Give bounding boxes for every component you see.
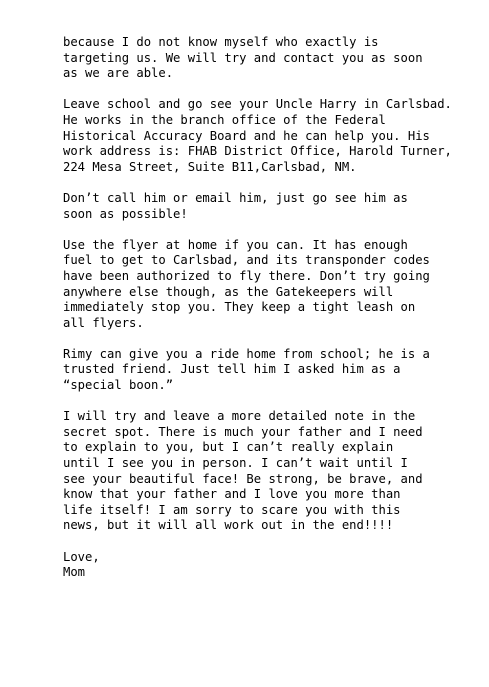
letter-paragraph-intro-continued: because I do not know myself who exactly is targeting us. We will try and contact you as soon as we are able. <box>63 35 423 81</box>
letter-paragraph-detailed-note: I will try and leave a more detailed note in the secret spot. There is much your father and I need to explain to you, but I can’t really explain until I see you in person. I can’t wait until I see your beautiful face! Be strong, be brave, and know that your father and I love you more than life itself! I am sorry to scare you with this news, but it will all work out in the end!!!! <box>63 409 423 533</box>
letter-paragraph-dont-call: Don’t call him or email him, just go see him as soon as possible! <box>63 190 408 221</box>
letter-paragraph-uncle-harry: Leave school and go see your Uncle Harry in Carlsbad. He works in the branch office of the Federal Historical Accuracy Board and he can help you. His work address is: FHAB District Office, Harold Turner, 224 Mesa Street, Suite B11,Carlsbad, NM. <box>63 97 452 174</box>
letter-body <box>63 35 483 581</box>
letter-signature: Love, Mom <box>63 549 100 580</box>
letter-paragraph-rimy: Rimy can give you a ride home from school; he is a trusted friend. Just tell him I asked him as a “special boon.” <box>63 346 430 393</box>
letter-paragraph-flyer: Use the flyer at home if you can. It has enough fuel to get to Carlsbad, and its transponder codes have been authorized to fly there. Don’t try going anywhere else though, as the Gatekeepers will immediately stop you. They keep a tight leash on all flyers. <box>63 237 430 330</box>
